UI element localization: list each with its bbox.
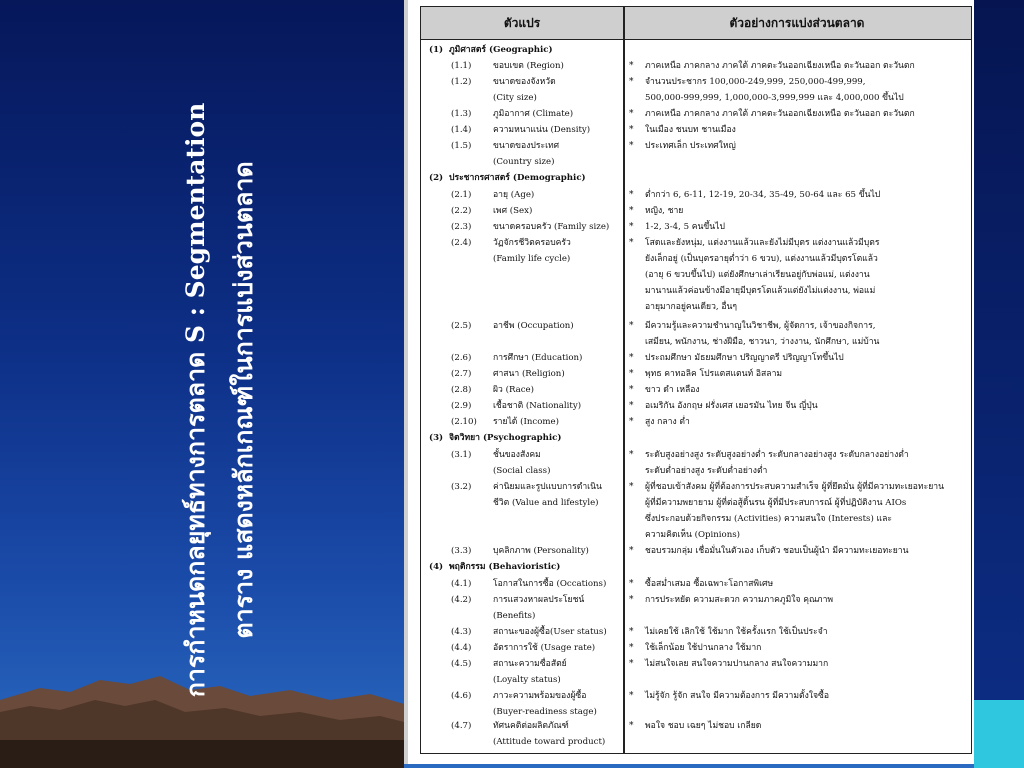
row-example-text: สูง กลาง ต่ำ [645, 417, 690, 427]
row-number: (1.5) [451, 141, 472, 151]
row-label: การศึกษา (Education) [493, 353, 583, 363]
row-number: (2.6) [451, 353, 472, 363]
table-row [421, 77, 971, 89]
table-row [421, 611, 971, 623]
row-example-text: ภาคเหนือ ภาคกลาง ภาคใต้ ภาคตะวันออกเฉียงเหนือ ตะวันออก ตะวันตก [645, 109, 915, 119]
row-example-text: จำนวนประชากร 100,000-249,999, 250,000-499,999, [645, 77, 866, 87]
table-row [421, 45, 971, 57]
row-label: ทัศนคติต่อผลิตภัณฑ์ [493, 721, 569, 731]
slide-title-line1: การกำหนดกลยุทธ์ทางการตลาด S : Segmentation [181, 102, 210, 698]
bullet-icon: * [629, 190, 634, 200]
row-label: (Benefits) [493, 611, 536, 621]
bullet-icon: * [629, 369, 634, 379]
table-row [421, 93, 971, 105]
row-label: พฤติกรรม (Behavioristic) [449, 562, 561, 572]
row-example-text: (อายุ 6 ขวบขึ้นไป) แต่ยังศึกษาเล่าเรียนอยู่กับพ่อแม่, แต่งงาน [645, 270, 870, 280]
bullet-icon: * [629, 627, 634, 637]
table-row [421, 369, 971, 381]
row-example-text: ซื้อสม่ำเสมอ ซื้อเฉพาะโอกาสพิเศษ [645, 579, 774, 589]
row-label: อาชีพ (Occupation) [493, 321, 574, 331]
row-number: (2.8) [451, 385, 472, 395]
table-row [421, 109, 971, 121]
row-label: (Buyer-readiness stage) [493, 707, 597, 717]
table-row [421, 321, 971, 333]
row-example-text: พุทธ คาทอลิค โปรแตสแตนท์ อิสลาม [645, 369, 783, 379]
row-number: (4) [429, 562, 444, 572]
row-number: (1) [429, 45, 444, 55]
row-example-text: เสมียน, พนักงาน, ช่างฝีมือ, ชาวนา, ว่างงาน, นักศึกษา, แม่บ้าน [645, 337, 880, 347]
row-label: (Loyalty status) [493, 675, 561, 685]
table-row [421, 254, 971, 266]
bullet-icon: * [629, 238, 634, 248]
row-label: (Family life cycle) [493, 254, 571, 264]
row-example-text: ประถมศึกษา มัธยมศึกษา ปริญญาตรี ปริญญาโทขึ้นไป [645, 353, 844, 363]
row-example-text: ระดับสูงอย่างสูง ระดับสูงอย่างต่ำ ระดับกลางอย่างสูง ระดับกลางอย่างต่ำ [645, 450, 909, 460]
row-label: (Social class) [493, 466, 551, 476]
row-example-text: ซึ่งประกอบด้วยกิจกรรม (Activities) ความสนใจ (Interests) และ [645, 514, 892, 524]
bullet-icon: * [629, 206, 634, 216]
row-example-text: หญิง, ชาย [645, 206, 684, 216]
row-label: ขนาดของประเทศ [493, 141, 560, 151]
table-row [421, 498, 971, 510]
table-row [421, 643, 971, 655]
row-example-text: ผู้ที่ชอบเข้าสังคม ผู้ที่ต้องการประสบความสำเร็จ ผู้ที่ยึดมั่น ผู้ที่มีความทะเยอทะยาน [645, 482, 944, 492]
row-number: (3.1) [451, 450, 472, 460]
bullet-icon: * [629, 691, 634, 701]
table-row [421, 125, 971, 137]
table-row [421, 417, 971, 429]
row-label: ผิว (Race) [493, 385, 534, 395]
bullet-icon: * [629, 61, 634, 71]
row-label: ภูมิศาสตร์ (Geographic) [449, 45, 553, 55]
row-number: (1.2) [451, 77, 472, 87]
bullet-icon: * [629, 417, 634, 427]
table-row [421, 173, 971, 185]
row-label: รายได้ (Income) [493, 417, 559, 427]
row-example-text: ชอบรวมกลุ่ม เชื่อมั่นในตัวเอง เก็บตัว ชอบเป็นผู้นำ มีความทะเยอทะยาน [645, 546, 909, 556]
table-row [421, 222, 971, 234]
bullet-icon: * [629, 450, 634, 460]
table-row [421, 530, 971, 542]
row-number: (2.3) [451, 222, 472, 232]
row-example-text: มีความรู้และความชำนาญในวิชาชีพ, ผู้จัดการ, เจ้าของกิจการ, [645, 321, 876, 331]
row-number: (2.9) [451, 401, 472, 411]
row-example-text: ใช้เล็กน้อย ใช้ปานกลาง ใช้มาก [645, 643, 762, 653]
row-example-text: 500,000-999,999, 1,000,000-3,999,999 และ 4,000,000 ขึ้นไป [645, 93, 904, 103]
row-number: (3) [429, 433, 444, 443]
table-row [421, 721, 971, 733]
row-label: ภาวะความพร้อมของผู้ซื้อ [493, 691, 587, 701]
row-label: ศาสนา (Religion) [493, 369, 565, 379]
row-label: ขนาดครอบครัว (Family size) [493, 222, 610, 232]
bullet-icon: * [629, 482, 634, 492]
row-example-text: ระดับต่ำอย่างสูง ระดับต่ำอย่างต่ำ [645, 466, 768, 476]
row-number: (1.1) [451, 61, 472, 71]
bullet-icon: * [629, 579, 634, 589]
row-number: (1.4) [451, 125, 472, 135]
row-label: ภูมิอากาศ (Climate) [493, 109, 574, 119]
segmentation-table [420, 6, 972, 754]
row-label: สถานะของผู้ซื้อ(User status) [493, 627, 607, 637]
row-example-text: ยังเล็กอยู่ (เป็นบุตรอายุต่ำว่า 6 ขวบ), แต่งงานแล้วมีบุตรโตแล้ว [645, 254, 878, 264]
row-label: ความหนาแน่น (Density) [493, 125, 591, 135]
table-row [421, 691, 971, 703]
table-row [421, 482, 971, 494]
row-label: โอกาสในการซื้อ (Occations) [493, 579, 607, 589]
row-number: (4.2) [451, 595, 472, 605]
row-example-text: ขาว ดำ เหลือง [645, 385, 700, 395]
bullet-icon: * [629, 643, 634, 653]
bullet-icon: * [629, 353, 634, 363]
table-row [421, 302, 971, 314]
table-header [421, 7, 971, 40]
row-example-text: โสดและยังหนุ่ม, แต่งงานแล้วและยังไม่มีบุตร แต่งงานแล้วมีบุตร [645, 238, 880, 248]
row-label: ประชากรศาสตร์ (Demographic) [449, 173, 586, 183]
row-label: ขนาดของจังหวัด [493, 77, 556, 87]
row-example-text: พอใจ ชอบ เฉยๆ ไม่ชอบ เกลียด [645, 721, 762, 731]
bullet-icon: * [629, 659, 634, 669]
row-number: (4.5) [451, 659, 472, 669]
row-number: (2.7) [451, 369, 472, 379]
table-row [421, 707, 971, 719]
row-example-text: มานานแล้วค่อนข้างมีอายุมีบุตรโตแล้วแต่ยังไม่แต่งงาน, พ่อแม่ [645, 286, 876, 296]
table-row [421, 737, 971, 749]
row-label: (Country size) [493, 157, 555, 167]
table-row [421, 433, 971, 445]
table-row [421, 353, 971, 365]
row-example-text: ต่ำกว่า 6, 6-11, 12-19, 20-34, 35-49, 50-64 และ 65 ขึ้นไป [645, 190, 881, 200]
bullet-icon: * [629, 401, 634, 411]
table-row [421, 61, 971, 73]
slide-title-vertical [140, 60, 300, 740]
row-example-text: ผู้ที่มีความพยายาม ผู้ที่ต่อสู้ดิ้นรน ผู้ที่มีประสบการณ์ ผู้ที่ปฏิบัติงาน AIOs [645, 498, 907, 508]
row-number: (1.3) [451, 109, 472, 119]
row-label: อายุ (Age) [493, 190, 535, 200]
bullet-icon: * [629, 721, 634, 731]
row-label: (City size) [493, 93, 537, 103]
row-label: บุคลิกภาพ (Personality) [493, 546, 589, 556]
row-number: (4.4) [451, 643, 472, 653]
row-number: (2.10) [451, 417, 477, 427]
row-example-text: ไม่เคยใช้ เลิกใช้ ใช้มาก ใช้ครั้งแรก ใช้เป็นประจำ [645, 627, 828, 637]
row-number: (4.3) [451, 627, 472, 637]
table-row [421, 579, 971, 591]
row-label: เพศ (Sex) [493, 206, 533, 216]
bullet-icon: * [629, 321, 634, 331]
row-label: เชื้อชาติ (Nationality) [493, 401, 582, 411]
table-row [421, 546, 971, 558]
row-label: การแสวงหาผลประโยชน์ [493, 595, 585, 605]
bullet-icon: * [629, 77, 634, 87]
bullet-icon: * [629, 595, 634, 605]
table-row [421, 286, 971, 298]
bullet-icon: * [629, 546, 634, 556]
row-label: อัตราการใช้ (Usage rate) [493, 643, 596, 653]
row-label: (Attitude toward product) [493, 737, 606, 747]
table-row [421, 157, 971, 169]
table-row [421, 141, 971, 153]
right-edge-strip [974, 0, 1024, 700]
row-label: ขอบเขต (Region) [493, 61, 564, 71]
row-number: (3.2) [451, 482, 472, 492]
row-label: วัฏจักรชีวิตครอบครัว [493, 238, 571, 248]
table-row [421, 562, 971, 574]
slide-title-line2: ตาราง แสดงหลักเกณฑ์ในการแบ่งส่วนตลาด [229, 161, 258, 639]
table-row [421, 595, 971, 607]
table-row [421, 675, 971, 687]
row-number: (4.1) [451, 579, 472, 589]
table-row [421, 401, 971, 413]
table-image-card [404, 0, 974, 764]
bullet-icon: * [629, 222, 634, 232]
row-label: ชั้นของสังคม [493, 450, 541, 460]
header-example: ตัวอย่างการแบ่งส่วนตลาด [729, 16, 865, 30]
row-number: (4.7) [451, 721, 472, 731]
table-row [421, 627, 971, 639]
table-row [421, 450, 971, 462]
row-number: (2) [429, 173, 444, 183]
bullet-icon: * [629, 385, 634, 395]
accent-block [974, 700, 1024, 768]
row-number: (2.2) [451, 206, 472, 216]
table-row [421, 514, 971, 526]
table-row [421, 337, 971, 349]
table-row [421, 270, 971, 282]
header-variable: ตัวแปร [503, 16, 541, 30]
row-example-text: ประเทศเล็ก ประเทศใหญ่ [645, 141, 736, 151]
row-example-text: ไม่สนใจเลย สนใจความปานกลาง สนใจความมาก [645, 659, 829, 669]
table-row [421, 385, 971, 397]
table-row [421, 659, 971, 671]
row-example-text: ไม่รู้จัก รู้จัก สนใจ มีความต้องการ มีความตั้งใจซื้อ [645, 691, 830, 701]
table-row [421, 238, 971, 250]
row-label: ชีวิต (Value and lifestyle) [493, 498, 599, 508]
row-number: (4.6) [451, 691, 472, 701]
bullet-icon: * [629, 141, 634, 151]
row-example-text: อายุมากอยู่คนเดียว, อื่นๆ [645, 302, 738, 312]
row-number: (2.1) [451, 190, 472, 200]
table-row [421, 190, 971, 202]
row-example-text: ภาคเหนือ ภาคกลาง ภาคใต้ ภาคตะวันออกเฉียงเหนือ ตะวันออก ตะวันตก [645, 61, 915, 71]
row-label: ค่านิยมและรูปแบบการดำเนิน [493, 482, 602, 492]
bullet-icon: * [629, 109, 634, 119]
table-row [421, 206, 971, 218]
row-example-text: ความคิดเห็น (Opinions) [645, 530, 741, 540]
row-label: จิตวิทยา (Psychographic) [449, 433, 562, 443]
row-example-text: 1-2, 3-4, 5 คนขึ้นไป [645, 222, 725, 232]
row-example-text: ในเมือง ชนบท ชานเมือง [645, 125, 736, 135]
row-number: (2.5) [451, 321, 472, 331]
row-example-text: อเมริกัน อังกฤษ ฝรั่งเศส เยอรมัน ไทย จีน ญี่ปุ่น [645, 401, 818, 411]
row-number: (2.4) [451, 238, 472, 248]
row-label: สถานะความซื่อสัตย์ [493, 659, 567, 669]
table-row [421, 466, 971, 478]
bullet-icon: * [629, 125, 634, 135]
row-number: (3.3) [451, 546, 472, 556]
row-example-text: การประหยัด ความสะดวก ความภาคภูมิใจ คุณภาพ [645, 595, 834, 605]
